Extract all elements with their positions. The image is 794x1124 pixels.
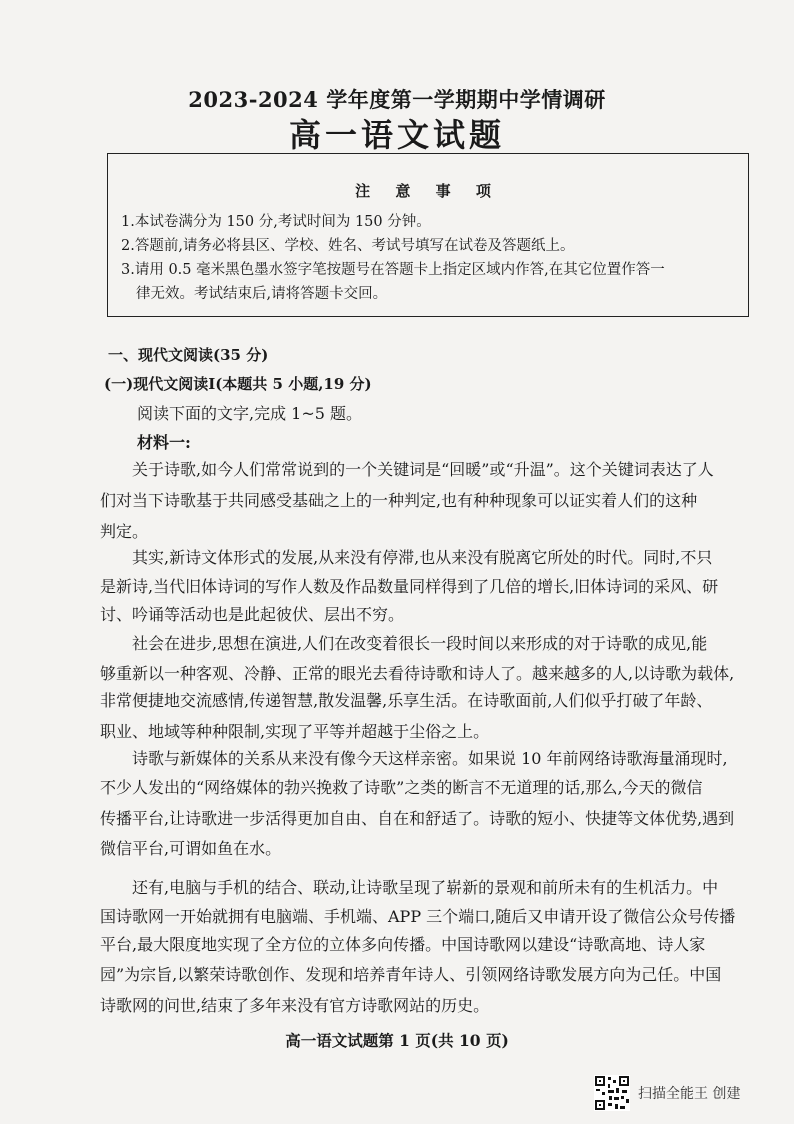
notice-item: 2.答题前,请务必将县区、学校、姓名、考试号填写在试卷及答题纸上。 [121, 238, 575, 254]
passage-line: 微信平台,可谓如鱼在水。 [100, 839, 282, 858]
passage-line: 其实,新诗文体形式的发展,从来没有停滞,也从来没有脱离它所处的时代。同时,不只 [132, 548, 713, 567]
material-label: 材料一: [137, 433, 191, 452]
exam-title: 2023-2024 学年度第一学期期中学情调研 [188, 87, 606, 112]
passage-line: 不少人发出的“网络媒体的勃兴挽救了诗歌”之类的断言不无道理的话,那么,今天的微信 [100, 778, 703, 797]
notice-item: 1.本试卷满分为 150 分,考试时间为 150 分钟。 [121, 214, 431, 230]
passage-line: 还有,电脑与手机的结合、联动,让诗歌呈现了崭新的景观和前所未有的生机活力。中 [132, 878, 719, 897]
instruction-text: 阅读下面的文字,完成 1~5 题。 [137, 404, 363, 423]
subsection-heading: (一)现代文阅读Ⅰ(本题共 5 小题,19 分) [104, 375, 372, 393]
passage-line: 职业、地域等种种限制,实现了平等并超越于尘俗之上。 [100, 722, 490, 741]
scanner-label: 扫描全能王 创建 [638, 1086, 741, 1102]
page-footer: 高一语文试题第 1 页(共 10 页) [285, 1031, 509, 1050]
passage-line: 是新诗,当代旧体诗词的写作人数及作品数量同样得到了几倍的增长,旧体诗词的采风、研 [100, 577, 719, 596]
passage-line: 讨、吟诵等活动也是此起彼伏、层出不穷。 [100, 605, 405, 624]
passage-line: 传播平台,让诗歌进一步活得更加自由、自在和舒适了。诗歌的短小、快捷等文体优势,遇到 [100, 809, 735, 828]
section-heading: 一、现代文阅读(35 分) [108, 346, 269, 364]
notice-heading: 注 意 事 项 [355, 182, 501, 200]
passage-line: 社会在进步,思想在演进,人们在改变着很长一段时间以来形成的对于诗歌的成见,能 [132, 634, 708, 653]
qr-code-icon [594, 1075, 630, 1111]
passage-line: 国诗歌网一开始就拥有电脑端、手机端、APP 三个端口,随后又申请开设了微信公众号传播 [100, 907, 736, 926]
passage-line: 判定。 [100, 522, 149, 541]
subject-title: 高一语文试题 [288, 116, 505, 154]
passage-line: 够重新以一种客观、冷静、正常的眼光去看待诗歌和诗人了。越来越多的人,以诗歌为载体, [100, 664, 735, 683]
notice-item: 3.请用 0.5 毫米黑色墨水签字笔按题号在答题卡上指定区域内作答,在其它位置作答一 [121, 262, 665, 278]
passage-line: 平台,最大限度地实现了全方位的立体多向传播。中国诗歌网以建设“诗歌高地、诗人家 [100, 935, 706, 954]
passage-line: 诗歌与新媒体的关系从来没有像今天这样亲密。如果说 10 年前网络诗歌海量涌现时, [132, 749, 728, 768]
passage-line: 园”为宗旨,以繁荣诗歌创作、发现和培养青年诗人、引领网络诗歌发展方向为己任。中国 [100, 965, 722, 984]
passage-line: 们对当下诗歌基于共同感受基础之上的一种判定,也有种种现象可以证实着人们的这种 [100, 491, 698, 510]
passage-line: 诗歌网的问世,结束了多年来没有官方诗歌网站的历史。 [100, 996, 490, 1015]
passage-line: 非常便捷地交流感情,传递智慧,散发温馨,乐享生活。在诗歌面前,人们似乎打破了年龄、 [100, 691, 713, 710]
passage-line: 关于诗歌,如今人们常常说到的一个关键词是“回暖”或“升温”。这个关键词表达了人 [132, 460, 714, 479]
notice-box [107, 153, 749, 317]
notice-item: 律无效。考试结束后,请将答题卡交回。 [136, 286, 388, 302]
scanner-watermark [594, 1075, 740, 1111]
